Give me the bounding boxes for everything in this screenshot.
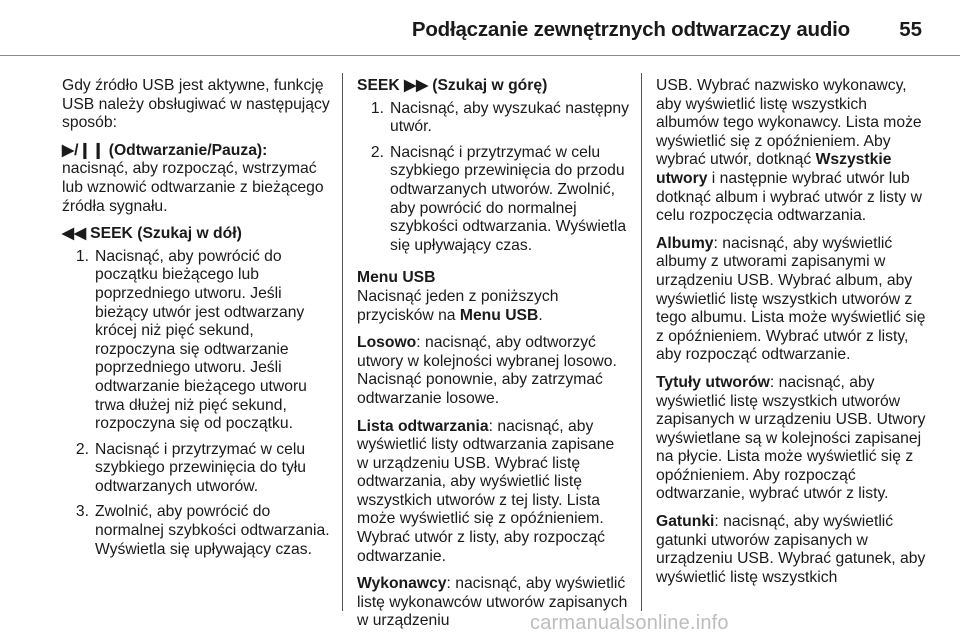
step-number: 2. [370, 143, 384, 161]
step-text: Zwolnić, aby powrócić do normalnej szybkości odtwarzania. Wyświetla się upływający czas. [95, 503, 330, 558]
play-pause-icon: ▶/❙❙ [62, 141, 105, 159]
albumy-label: Albumy [656, 234, 714, 252]
column-divider-2 [641, 73, 642, 611]
gatunki-text: : nacisnąć, aby wyświetlić gatunki utworów zapisanych w urządzeniu USB. Wybrać gatunek, aby wyświetlić listę wszystkich [656, 513, 926, 586]
list-item [65, 503, 330, 559]
tytuly-text: : nacisnąć, aby wyświetlić listę wszystkich utworów zapisanych w urządzeniu USB. Utwory wyświetlane są w kolejności zapisanej na płycie. Lista może wyświetlić się z opóźnieniem. Aby rozpocząć odtwarzanie, wybrać utwór z listy. [656, 373, 926, 503]
play-pause-label: (Odtwarzanie/Pauza): [108, 141, 268, 159]
seek-back-steps [65, 248, 330, 560]
albumy-paragraph [656, 235, 928, 365]
step-text: Nacisnąć, aby wyszukać następny utwór. [390, 99, 629, 136]
seek-forward-steps [360, 100, 629, 256]
header-divider [0, 55, 960, 56]
menu-intro-text: Nacisnąć jeden z poniższych przycisków na [357, 287, 559, 324]
step-text: Nacisnąć i przytrzymać w celu szybkiego przewinięcia do przodu odtwarzanych utworów. Zwolnić, aby powrócić do normalnej szybkości odtwarzania. Wyświetla się upływający czas. [390, 143, 627, 254]
seek-forward-suffix: (Szukaj w górę) [432, 77, 548, 94]
seek-forward-heading [357, 77, 629, 96]
step-text: Nacisnąć, aby powrócić do początku bieżącego lub poprzedniego utworu. Jeśli bieżący utwór jest odtwarzany krócej niż pięć sekund, rozpoczyna się odtwarzanie poprzedniego utworu. Jeśli odtwarzanie bieżącego utworu trwa dłużej niż pięć sekund, rozpoczyna się od początku. [95, 247, 307, 433]
tytuly-label: Tytuły utworów [656, 373, 770, 391]
column-2 [357, 77, 629, 640]
menu-usb-intro [357, 288, 629, 325]
lista-label: Lista odtwarzania [357, 417, 489, 435]
list-item [65, 441, 330, 497]
list-item [360, 100, 629, 137]
step-number: 2. [75, 440, 89, 458]
menu-intro-bold: Menu USB [459, 306, 539, 324]
page-header [0, 0, 960, 56]
intro-paragraph: Gdy źródło USB jest aktywne, funkcję USB należy obsługiwać w następujący sposób: [62, 77, 330, 132]
play-pause-paragraph [62, 142, 330, 216]
seek-back-icon: ◀◀ [62, 225, 87, 243]
seek-forward-label: SEEK [357, 77, 400, 94]
step-number: 1. [75, 247, 89, 265]
seek-forward-icon: ▶▶ [404, 77, 429, 94]
losowo-label: Losowo [357, 334, 417, 352]
continued-text-a: USB. Wybrać nazwisko wykonawcy, aby wyświetlić listę wszystkich albumów tego wykonawcy. Lista może wyświetlić się z opóźnieniem. Aby wybrać utwór, dotknąć [656, 77, 922, 169]
wykonawcy-text: : nacisnąć, aby wyświetlić listę wykonawców utworów zapisanych w urządzeniu [357, 575, 628, 630]
menu-intro-end: . [538, 306, 543, 324]
wykonawcy-label: Wykonawcy [357, 575, 447, 593]
watermark: carmanualsonline.info [530, 612, 729, 634]
step-number: 1. [370, 99, 384, 117]
gatunki-paragraph [656, 513, 928, 587]
column-divider-1 [342, 73, 343, 611]
page-title: Podłączanie zewnętrznych odtwarzaczy audio [411, 18, 850, 41]
step-text: Nacisnąć i przytrzymać w celu szybkiego przewinięcia do tyłu odtwarzanych utworów. [95, 440, 307, 495]
losowo-paragraph [357, 334, 629, 408]
seek-back-heading [62, 225, 330, 244]
continued-bold: Wszystkie utwory [656, 151, 892, 187]
lista-text: : nacisnąć, aby wyświetlić listy odtwarzania zapisane w urządzeniu USB. Wybrać listę odtwarzania, aby wyświetlić listę wszystkich utworów z tej listy. Lista może wyświetlić się z opóźnieniem. Wybrać utwór z listy, aby rozpocząć odtwarzanie. [357, 417, 615, 565]
losowo-text: : nacisnąć, aby odtworzyć utwory w kolejności wybranej losowo. Nacisnąć ponownie, aby zatrzymać odtwarzanie losowe. [357, 334, 617, 407]
tytuly-paragraph [656, 374, 928, 504]
list-item [65, 248, 330, 434]
column-1 [62, 77, 330, 568]
lista-paragraph [357, 418, 629, 567]
step-number: 3. [75, 503, 89, 521]
list-item [360, 144, 629, 256]
menu-usb-heading: Menu USB [357, 269, 436, 287]
column-3 [656, 77, 928, 596]
page-number: 55 [899, 18, 922, 41]
seek-back-label: SEEK (Szukaj w dół) [90, 225, 242, 243]
wykonawcy-continued-paragraph [656, 77, 928, 226]
play-pause-text: nacisnąć, aby rozpocząć, wstrzymać lub wznowić odtwarzanie z bieżącego źródła sygnału. [62, 160, 324, 215]
gatunki-label: Gatunki [656, 513, 715, 531]
albumy-text: : nacisnąć, aby wyświetlić albumy z utworami zapisanymi w urządzeniu USB. Wybrać album, aby wyświetlić listę wszystkich utworów z tego albumu. Lista może wyświetlić się z opóźnieniem. Wybrać utwór z listy, aby rozpocząć odtwarzanie. [656, 234, 926, 364]
continued-text-c: i następnie wybrać utwór lub dotknąć album i wybrać utwór z listy w celu rozpoczęcia odtwarzania. [656, 169, 922, 225]
